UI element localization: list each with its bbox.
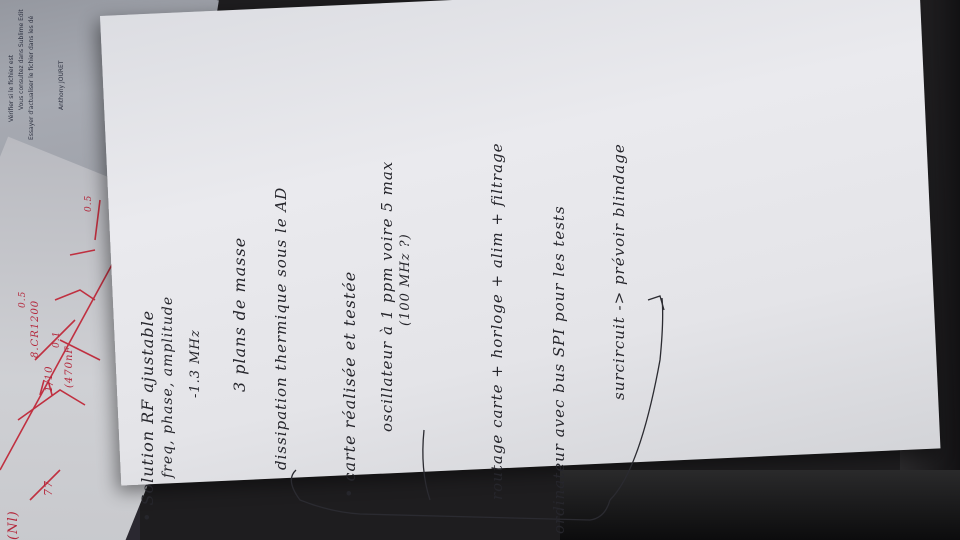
diagram-label: 0.5 [18,290,28,308]
diagram-label: 77 [42,480,55,496]
note-freq-phase-amplitude: freq, phase, amplitude [160,295,176,478]
diagram-label: (470nF [64,345,75,388]
note-mhz: -1.3 MHz [188,329,203,398]
printed-author: Anthony JOURET [58,60,65,110]
note-bullet-solution-rf: • Solution RF ajustable [138,309,157,522]
note-ordinateur-spi: ordinateur avec bus SPI pour les tests [550,205,568,534]
printed-line: Vous consultez dans Sublime Edit [18,9,25,110]
note-routage-carte: routage carte + horloge + alim + filtrage [488,142,506,500]
note-surcircuit-blindage: surcircuit -> prévoir blindage [610,143,628,400]
note-plans-de-masse: 3 plans de masse [230,236,249,392]
printed-line: Vérifier si le fichier est [8,54,15,122]
diagram-label: 0.5 [84,194,94,212]
diagram-label: 0.1 [52,330,62,348]
note-oscillateur: oscillateur à 1 ppm voire 5 max [378,160,396,432]
note-bullet-carte-realisee: • carte réalisée et testée [340,270,359,498]
diagram-label: 8.CR1200 [30,299,41,358]
note-100-mhz: (100 MHz ?) [398,233,413,326]
note-dissipation-thermique: dissipation thermique sous le AD [272,186,290,470]
printed-line: Essayer d'actualiser le fichier dans les dé [28,15,35,140]
diagram-label: (Nl) [6,510,21,540]
diagram-label: 1/10 [44,365,55,392]
